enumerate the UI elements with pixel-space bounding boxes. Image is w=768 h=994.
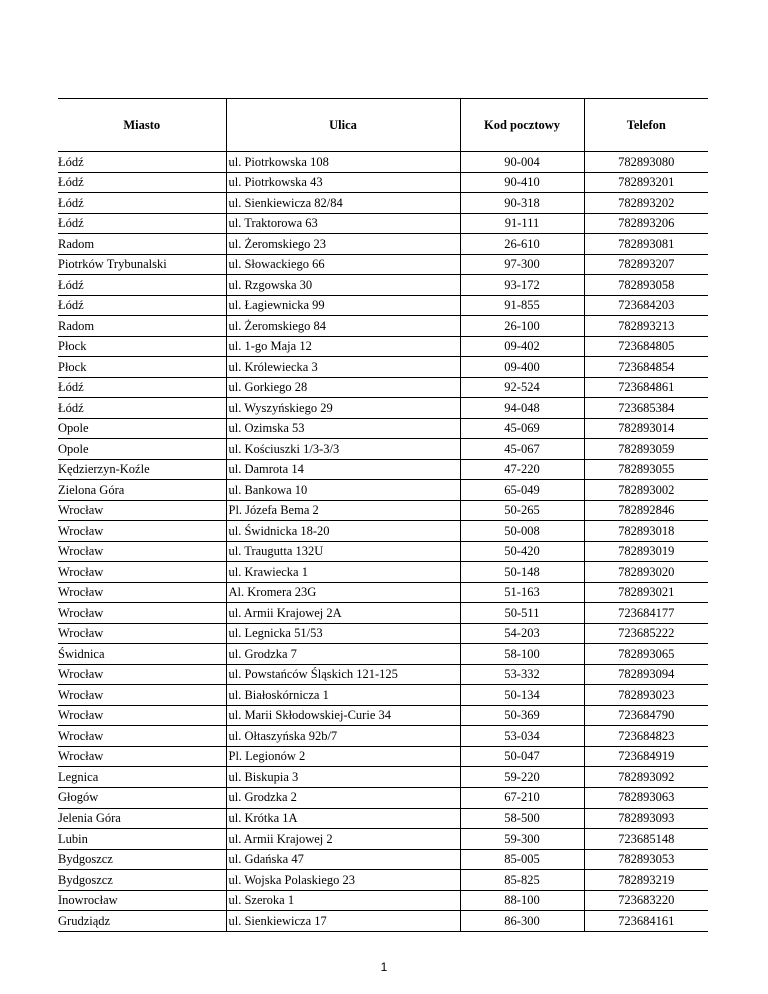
cell-phone: 723684919 (584, 746, 708, 767)
cell-city: Zielona Góra (58, 480, 226, 501)
cell-phone: 782893021 (584, 582, 708, 603)
cell-city: Radom (58, 234, 226, 255)
cell-zip: 97-300 (460, 254, 584, 275)
table-row (58, 480, 708, 501)
cell-street: ul. Krótka 1A (226, 808, 460, 829)
cell-city: Grudziądz (58, 911, 226, 932)
cell-phone: 782893002 (584, 480, 708, 501)
header-phone: Telefon (584, 99, 708, 152)
table-row (58, 500, 708, 521)
cell-street: ul. Marii Skłodowskiej-Curie 34 (226, 705, 460, 726)
cell-street: ul. Ozimska 53 (226, 418, 460, 439)
cell-phone: 782893207 (584, 254, 708, 275)
table-row (58, 829, 708, 850)
cell-city: Wrocław (58, 705, 226, 726)
cell-zip: 26-610 (460, 234, 584, 255)
cell-city: Łódź (58, 295, 226, 316)
cell-street: ul. Biskupia 3 (226, 767, 460, 788)
cell-city: Wrocław (58, 746, 226, 767)
cell-zip: 67-210 (460, 787, 584, 808)
table-row (58, 664, 708, 685)
cell-city: Legnica (58, 767, 226, 788)
cell-zip: 50-369 (460, 705, 584, 726)
table-header-row (58, 99, 708, 152)
cell-zip: 45-069 (460, 418, 584, 439)
cell-street: ul. Gorkiego 28 (226, 377, 460, 398)
cell-street: ul. Traktorowa 63 (226, 213, 460, 234)
cell-street: ul. Bankowa 10 (226, 480, 460, 501)
table-row (58, 357, 708, 378)
cell-phone: 782893059 (584, 439, 708, 460)
cell-phone: 723684823 (584, 726, 708, 747)
cell-zip: 53-034 (460, 726, 584, 747)
table-row (58, 870, 708, 891)
cell-phone: 723685222 (584, 623, 708, 644)
cell-zip: 50-047 (460, 746, 584, 767)
cell-street: ul. Gdańska 47 (226, 849, 460, 870)
cell-phone: 723684790 (584, 705, 708, 726)
cell-city: Wrocław (58, 541, 226, 562)
table-row (58, 398, 708, 419)
cell-phone: 782893019 (584, 541, 708, 562)
table-row (58, 911, 708, 932)
table-row (58, 254, 708, 275)
header-street: Ulica (226, 99, 460, 152)
cell-phone: 782893206 (584, 213, 708, 234)
table-row (58, 521, 708, 542)
cell-zip: 86-300 (460, 911, 584, 932)
cell-zip: 92-524 (460, 377, 584, 398)
address-table (58, 98, 708, 932)
table-row (58, 787, 708, 808)
cell-zip: 50-134 (460, 685, 584, 706)
header-city: Miasto (58, 99, 226, 152)
cell-phone: 723685384 (584, 398, 708, 419)
cell-zip: 90-004 (460, 152, 584, 173)
cell-street: ul. 1-go Maja 12 (226, 336, 460, 357)
table-row (58, 172, 708, 193)
table-row (58, 849, 708, 870)
cell-city: Jelenia Góra (58, 808, 226, 829)
cell-phone: 782893202 (584, 193, 708, 214)
cell-city: Radom (58, 316, 226, 337)
table-row (58, 644, 708, 665)
table-row (58, 316, 708, 337)
cell-phone: 782893219 (584, 870, 708, 891)
cell-zip: 50-008 (460, 521, 584, 542)
cell-zip: 93-172 (460, 275, 584, 296)
cell-zip: 54-203 (460, 623, 584, 644)
table-row (58, 582, 708, 603)
table-row (58, 234, 708, 255)
cell-phone: 782893058 (584, 275, 708, 296)
page-number: 1 (380, 960, 388, 974)
cell-city: Łódź (58, 213, 226, 234)
cell-street: ul. Łagiewnicka 99 (226, 295, 460, 316)
cell-city: Świdnica (58, 644, 226, 665)
cell-zip: 94-048 (460, 398, 584, 419)
cell-zip: 58-500 (460, 808, 584, 829)
cell-city: Wrocław (58, 562, 226, 583)
table-row (58, 418, 708, 439)
cell-street: Pl. Józefa Bema 2 (226, 500, 460, 521)
cell-city: Płock (58, 357, 226, 378)
cell-street: ul. Żeromskiego 23 (226, 234, 460, 255)
cell-city: Wrocław (58, 500, 226, 521)
cell-phone: 782893201 (584, 172, 708, 193)
cell-city: Wrocław (58, 582, 226, 603)
cell-phone: 723685148 (584, 829, 708, 850)
table-row (58, 746, 708, 767)
cell-city: Bydgoszcz (58, 849, 226, 870)
table-row (58, 336, 708, 357)
cell-street: ul. Powstańców Śląskich 121-125 (226, 664, 460, 685)
table-row (58, 562, 708, 583)
cell-city: Wrocław (58, 664, 226, 685)
cell-phone: 782893014 (584, 418, 708, 439)
cell-zip: 59-220 (460, 767, 584, 788)
cell-street: ul. Kościuszki 1/3-3/3 (226, 439, 460, 460)
cell-city: Wrocław (58, 623, 226, 644)
cell-zip: 59-300 (460, 829, 584, 850)
table-row (58, 439, 708, 460)
cell-phone: 782893055 (584, 459, 708, 480)
cell-street: ul. Żeromskiego 84 (226, 316, 460, 337)
cell-city: Łódź (58, 398, 226, 419)
cell-city: Inowrocław (58, 890, 226, 911)
cell-phone: 782893092 (584, 767, 708, 788)
cell-zip: 09-400 (460, 357, 584, 378)
cell-street: ul. Krawiecka 1 (226, 562, 460, 583)
cell-street: ul. Armii Krajowej 2A (226, 603, 460, 624)
table-row (58, 705, 708, 726)
cell-zip: 47-220 (460, 459, 584, 480)
cell-street: ul. Traugutta 132U (226, 541, 460, 562)
cell-street: ul. Sienkiewicza 82/84 (226, 193, 460, 214)
cell-city: Łódź (58, 193, 226, 214)
cell-phone: 723684203 (584, 295, 708, 316)
cell-street: ul. Słowackiego 66 (226, 254, 460, 275)
cell-city: Wrocław (58, 726, 226, 747)
cell-city: Wrocław (58, 603, 226, 624)
cell-street: ul. Świdnicka 18-20 (226, 521, 460, 542)
cell-phone: 782893053 (584, 849, 708, 870)
cell-zip: 53-332 (460, 664, 584, 685)
cell-street: Pl. Legionów 2 (226, 746, 460, 767)
cell-phone: 782893020 (584, 562, 708, 583)
cell-city: Piotrków Trybunalski (58, 254, 226, 275)
cell-city: Lubin (58, 829, 226, 850)
cell-city: Bydgoszcz (58, 870, 226, 891)
cell-phone: 782893081 (584, 234, 708, 255)
cell-street: ul. Piotrkowska 43 (226, 172, 460, 193)
cell-street: ul. Szeroka 1 (226, 890, 460, 911)
cell-city: Kędzierzyn-Koźle (58, 459, 226, 480)
cell-zip: 90-410 (460, 172, 584, 193)
table-row (58, 193, 708, 214)
cell-zip: 58-100 (460, 644, 584, 665)
cell-street: ul. Piotrkowska 108 (226, 152, 460, 173)
cell-zip: 91-855 (460, 295, 584, 316)
cell-phone: 723683220 (584, 890, 708, 911)
table-row (58, 685, 708, 706)
table-row (58, 541, 708, 562)
cell-zip: 09-402 (460, 336, 584, 357)
cell-street: ul. Sienkiewicza 17 (226, 911, 460, 932)
cell-zip: 51-163 (460, 582, 584, 603)
table-row (58, 726, 708, 747)
cell-phone: 723684861 (584, 377, 708, 398)
table-row (58, 213, 708, 234)
cell-city: Płock (58, 336, 226, 357)
cell-street: ul. Wyszyńskiego 29 (226, 398, 460, 419)
cell-city: Opole (58, 439, 226, 460)
cell-zip: 50-420 (460, 541, 584, 562)
cell-phone: 723684161 (584, 911, 708, 932)
header-zip: Kod pocztowy (460, 99, 584, 152)
table-row (58, 152, 708, 173)
cell-street: ul. Grodzka 7 (226, 644, 460, 665)
cell-phone: 782893018 (584, 521, 708, 542)
cell-phone: 723684177 (584, 603, 708, 624)
table-row (58, 623, 708, 644)
cell-phone: 723684854 (584, 357, 708, 378)
cell-street: ul. Wojska Polaskiego 23 (226, 870, 460, 891)
cell-phone: 782893213 (584, 316, 708, 337)
table-row (58, 767, 708, 788)
cell-city: Opole (58, 418, 226, 439)
cell-phone: 782893080 (584, 152, 708, 173)
cell-street: ul. Damrota 14 (226, 459, 460, 480)
cell-city: Łódź (58, 377, 226, 398)
cell-zip: 50-511 (460, 603, 584, 624)
cell-zip: 90-318 (460, 193, 584, 214)
table-row (58, 808, 708, 829)
cell-city: Łódź (58, 275, 226, 296)
table-row (58, 275, 708, 296)
cell-street: ul. Grodzka 2 (226, 787, 460, 808)
cell-city: Wrocław (58, 685, 226, 706)
cell-phone: 782892846 (584, 500, 708, 521)
cell-street: ul. Rzgowska 30 (226, 275, 460, 296)
cell-street: ul. Armii Krajowej 2 (226, 829, 460, 850)
cell-phone: 782893065 (584, 644, 708, 665)
cell-city: Łódź (58, 172, 226, 193)
cell-street: ul. Ołtaszyńska 92b/7 (226, 726, 460, 747)
cell-zip: 26-100 (460, 316, 584, 337)
table-row (58, 890, 708, 911)
table-body (58, 152, 708, 932)
cell-phone: 782893093 (584, 808, 708, 829)
cell-zip: 45-067 (460, 439, 584, 460)
cell-zip: 85-825 (460, 870, 584, 891)
cell-phone: 782893023 (584, 685, 708, 706)
cell-zip: 65-049 (460, 480, 584, 501)
cell-city: Głogów (58, 787, 226, 808)
table-row (58, 295, 708, 316)
cell-street: Al. Kromera 23G (226, 582, 460, 603)
cell-zip: 50-265 (460, 500, 584, 521)
cell-street: ul. Legnicka 51/53 (226, 623, 460, 644)
table-row (58, 377, 708, 398)
cell-phone: 782893094 (584, 664, 708, 685)
cell-zip: 50-148 (460, 562, 584, 583)
cell-street: ul. Białoskórnicza 1 (226, 685, 460, 706)
cell-city: Łódź (58, 152, 226, 173)
cell-phone: 723684805 (584, 336, 708, 357)
cell-zip: 85-005 (460, 849, 584, 870)
table-row (58, 603, 708, 624)
cell-city: Wrocław (58, 521, 226, 542)
cell-zip: 88-100 (460, 890, 584, 911)
table-row (58, 459, 708, 480)
cell-zip: 91-111 (460, 213, 584, 234)
cell-street: ul. Królewiecka 3 (226, 357, 460, 378)
cell-phone: 782893063 (584, 787, 708, 808)
